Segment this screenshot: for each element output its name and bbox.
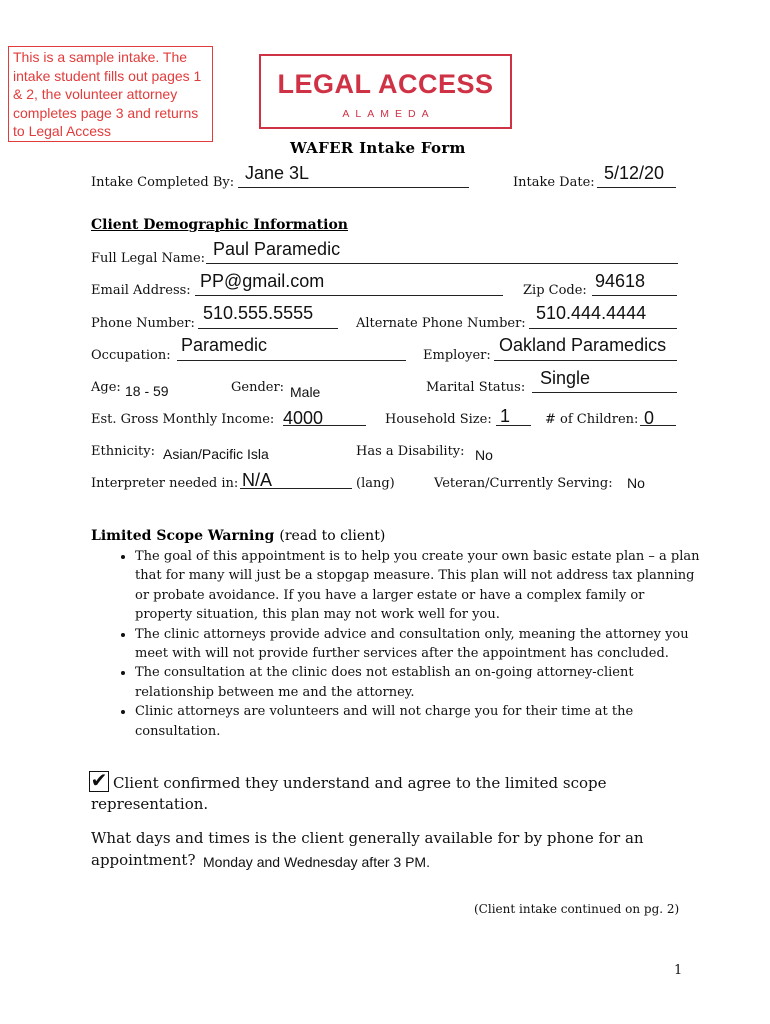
gender-label: Gender: [231, 380, 285, 395]
disability-label: Has a Disability: [356, 444, 465, 459]
alt-phone-value[interactable]: 510.444.4444 [536, 303, 647, 323]
interpreter-label: Interpreter needed in: [91, 476, 239, 491]
intake-date-label: Intake Date: [513, 175, 595, 190]
sample-intake-note: This is a sample intake. The intake student fills out pages 1 & 2, the volunteer attorney completes page 3 and returns to Legal Access [8, 46, 213, 142]
page-number: 1 [674, 963, 683, 978]
ethnicity-label: Ethnicity: [91, 444, 156, 459]
phone-line [198, 328, 338, 329]
availability-question-line1: What days and times is the client generally available for by phone for an [91, 829, 644, 847]
zip-label: Zip Code: [523, 283, 587, 298]
children-value[interactable]: 0 [644, 408, 655, 428]
gender-value[interactable]: Male [290, 384, 321, 400]
employer-line [494, 360, 677, 361]
warning-bullet: • The clinic attorneys provide advice and consultation only, meaning the attorney you meet with will not provide further services after the appointment has concluded. [135, 625, 705, 664]
age-value[interactable]: 18 - 59 [125, 383, 169, 399]
intake-date-value[interactable]: 5/12/20 [604, 163, 665, 183]
completed-by-label: Intake Completed By: [91, 175, 235, 190]
email-value[interactable]: PP@gmail.com [200, 271, 325, 291]
warning-title: Limited Scope Warning [91, 528, 275, 544]
income-label: Est. Gross Monthly Income: [91, 412, 275, 427]
occupation-value[interactable]: Paramedic [181, 335, 268, 355]
warning-bullet: • The goal of this appointment is to help you create your own basic estate plan – a plan that for many will just be a stopgap measure. This plan will not address tax planning or probate avoidance. If you have a larger estate or have a complex family or property situation, this plan may not work well for you. [135, 547, 705, 625]
form-title: WAFER Intake Form [290, 139, 466, 157]
demographics-heading: Client Demographic Information [91, 217, 348, 233]
completed-by-value[interactable]: Jane 3L [245, 163, 310, 183]
zip-value[interactable]: 94618 [595, 271, 646, 291]
phone-value[interactable]: 510.555.5555 [203, 303, 314, 323]
disability-value[interactable]: No [475, 447, 493, 463]
children-label: # of Children: [545, 412, 639, 427]
alt-phone-line [529, 328, 677, 329]
occupation-line [177, 360, 406, 361]
household-value[interactable]: 1 [500, 406, 511, 426]
confirm-text-line1: Client confirmed they understand and agree to the limited scope [113, 774, 607, 792]
ethnicity-value[interactable]: Asian/Pacific Isla [163, 446, 269, 462]
completed-by-line [238, 187, 469, 188]
intake-date-line [597, 187, 676, 188]
warning-heading [91, 525, 385, 544]
age-label: Age: [91, 380, 121, 395]
warning-bullet: • Clinic attorneys are volunteers and will not charge you for their time at the consultation. [135, 702, 705, 741]
household-label: Household Size: [385, 412, 492, 427]
alt-phone-label: Alternate Phone Number: [356, 316, 526, 331]
confirm-checkbox[interactable]: ✔ [90, 770, 108, 792]
warning-bullet-list [113, 547, 705, 741]
full-name-value[interactable]: Paul Paramedic [213, 239, 341, 259]
zip-line [592, 295, 677, 296]
warning-bullet: • The consultation at the clinic does not establish an on-going attorney-client relationship between me and the attorney. [135, 663, 705, 702]
full-name-label: Full Legal Name: [91, 251, 206, 266]
phone-label: Phone Number: [91, 316, 195, 331]
marital-line [532, 392, 677, 393]
warning-subtitle: (read to client) [279, 528, 386, 544]
continued-note: (Client intake continued on pg. 2) [474, 902, 680, 916]
income-value[interactable]: 4000 [283, 408, 324, 428]
confirm-text-line2: representation. [91, 795, 209, 813]
employer-value[interactable]: Oakland Paramedics [499, 335, 667, 355]
full-name-line [206, 263, 678, 264]
availability-question-line2: appointment? [91, 851, 196, 869]
marital-label: Marital Status: [426, 380, 526, 395]
occupation-label: Occupation: [91, 348, 171, 363]
interpreter-value[interactable]: N/A [242, 470, 273, 490]
interpreter-lang-label: (lang) [356, 476, 395, 491]
email-label: Email Address: [91, 283, 191, 298]
logo-sub-text: ALAMEDA [342, 108, 435, 120]
email-line [195, 295, 503, 296]
legal-access-logo [259, 54, 512, 129]
availability-answer[interactable]: Monday and Wednesday after 3 PM. [203, 854, 430, 870]
veteran-value[interactable]: No [627, 475, 645, 491]
veteran-label: Veteran/Currently Serving: [434, 476, 613, 491]
employer-label: Employer: [423, 348, 491, 363]
marital-value[interactable]: Single [540, 368, 591, 388]
logo-main-text: LEGAL ACCESS [277, 69, 494, 99]
